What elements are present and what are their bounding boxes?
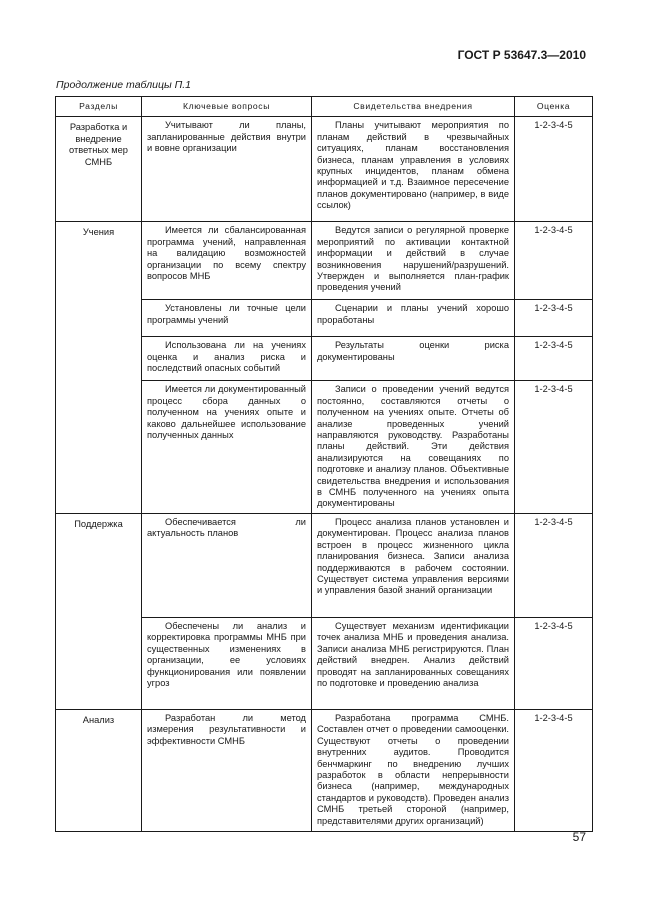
column-header-evidence: Свидетельства внедрения	[312, 97, 515, 117]
question-cell: Установлены ли точные цели программы учений	[142, 300, 312, 337]
question-cell: Имеется ли сбалансированная программа учений, направленная на валидацию возможностей организации по всему спектру вопросов МНБ	[142, 222, 312, 300]
score-cell: 1-2-3-4-5	[515, 300, 593, 337]
question-cell: Обеспечены ли анализ и корректировка программы МНБ при существенных изменениях в организации, ее условиях функционирования или появлении угроз	[142, 617, 312, 709]
column-header-sections: Разделы	[56, 97, 142, 117]
question-cell: Разработан ли метод измерения результативности и эффективности СМНБ	[142, 709, 312, 831]
score-cell: 1-2-3-4-5	[515, 222, 593, 300]
question-cell: Учитывают ли планы, запланированные действия внутри и вовне организации	[142, 117, 312, 222]
assessment-table	[55, 96, 593, 832]
evidence-cell: Ведутся записи о регулярной проверке мероприятий по активации контактной информации и действий в случае возникновения нарушений/разрушений. Утвержден и выполняется план-график проведения учений	[312, 222, 515, 300]
table-row	[56, 709, 593, 831]
evidence-cell: Сценарии и планы учений хорошо проработаны	[312, 300, 515, 337]
score-cell: 1-2-3-4-5	[515, 513, 593, 617]
page-number: 57	[572, 830, 586, 844]
question-cell: Использована ли на учениях оценка и анализ риска и последствий опасных событий	[142, 337, 312, 381]
section-cell: Учения	[56, 222, 142, 513]
section-cell: Разработка и внедрение ответных мер СМНБ	[56, 117, 142, 222]
score-cell: 1-2-3-4-5	[515, 117, 593, 222]
table-caption: Продолжение таблицы П.1	[56, 79, 191, 91]
evidence-cell: Процесс анализа планов установлен и документирован. Процесс анализа планов встроен в процесс жизненного цикла планирования бизнеса. Записи анализа поддерживаются в рабочем состоянии. Существует система управления версиями и управления базой знаний организации	[312, 513, 515, 617]
section-cell: Поддержка	[56, 513, 142, 709]
table-row	[56, 513, 593, 617]
question-cell: Обеспечивается ли актуальность планов	[142, 513, 312, 617]
evidence-cell: Разработана программа СМНБ. Составлен отчет о проведении самооценки. Существуют отчеты о проведении внутренних аудитов. Проводится бенчмаркинг по внедрению лучших разработок в области непрерывности бизнеса (например, международных стандартов и руководств). Проведен анализ СМНБ третьей стороной (например, представителями других организаций)	[312, 709, 515, 831]
score-cell: 1-2-3-4-5	[515, 709, 593, 831]
evidence-cell: Результаты оценки риска документированы	[312, 337, 515, 381]
question-cell: Имеется ли документированный процесс сбора данных о полученном на учениях опыте и каково дальнейшее использование полученных данных	[142, 381, 312, 513]
score-cell: 1-2-3-4-5	[515, 381, 593, 513]
score-cell: 1-2-3-4-5	[515, 617, 593, 709]
evidence-cell: Планы учитывают мероприятия по планам действий в чрезвычайных ситуациях, планам восстановления бизнеса, планам управления в условиях крупных инцидентов, планам обмена информацией и т.д. Взаимное пересечение планов документировано (например, в виде ссылок)	[312, 117, 515, 222]
section-cell: Анализ	[56, 709, 142, 831]
table-row	[56, 117, 593, 222]
score-cell: 1-2-3-4-5	[515, 337, 593, 381]
document-code: ГОСТ Р 53647.3—2010	[457, 48, 586, 62]
column-header-key-questions: Ключевые вопросы	[142, 97, 312, 117]
evidence-cell: Существует механизм идентификации точек анализа МНБ и проведения анализа. Записи анализа МНБ регистрируются. План действий внедрен. Анализ действий проводят на запланированных совещаниях по подготовке и проведению анализа	[312, 617, 515, 709]
table-header-row	[56, 97, 593, 117]
table-row	[56, 222, 593, 300]
column-header-score: Оценка	[515, 97, 593, 117]
evidence-cell: Записи о проведении учений ведутся постоянно, составляются отчеты о полученном на учениях опыте. Отчеты об анализе проведенных учений направляются руководству. Разработаны планы действий. Эти действия анализируются на совещаниях по подготовке и анализу планов. Объективные свидетельства внедрения и использования в СМНБ полученного на учениях опыта документированы	[312, 381, 515, 513]
